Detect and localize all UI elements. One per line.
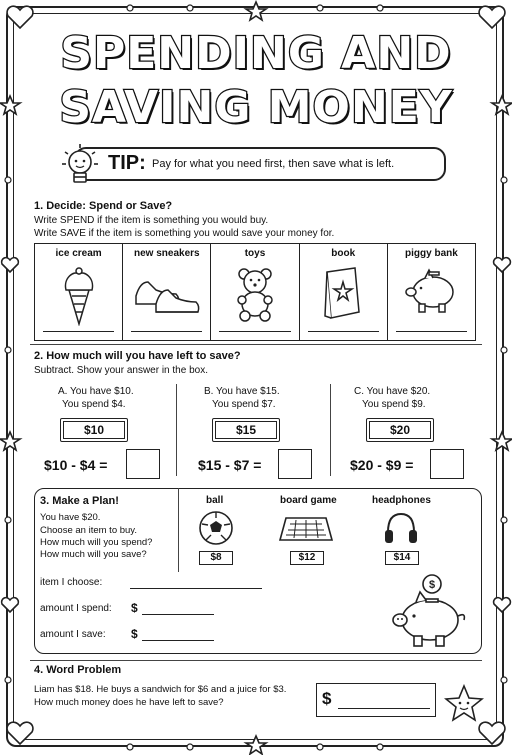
board-game-icon <box>278 514 334 544</box>
problem-c-spend: You spend $9. <box>362 399 426 410</box>
title-line-2: SAVING MONEY <box>59 82 453 133</box>
word-problem-line-1: Liam has $18. He buys a sandwich for $6 and a juice for $3. <box>34 684 287 695</box>
tip-text: Pay for what you need first, then save what is left. <box>152 158 395 170</box>
soccer-ball-icon <box>198 510 234 546</box>
word-problem-answer-line[interactable] <box>338 708 430 709</box>
heart-icon <box>494 258 511 272</box>
problem-a-equation: $10 - $4 = <box>44 457 108 473</box>
price-tag: $12 <box>290 551 324 565</box>
star-icon <box>0 432 20 450</box>
star-icon <box>246 2 266 20</box>
dollar-bill <box>366 418 434 442</box>
dollar-sign: $ <box>322 689 332 708</box>
dollar-sign: $ <box>131 601 138 615</box>
problem-c-have: C. You have $20. <box>354 386 431 397</box>
item-label: piggy bank <box>405 248 458 259</box>
dollar-bill <box>60 418 128 442</box>
problem-c-equation: $20 - $9 = <box>350 457 414 473</box>
section1-instruction-1: Write SPEND if the item is something you would buy. <box>34 215 269 226</box>
section2-instruction: Subtract. Show your answer in the box. <box>34 365 208 376</box>
section1-instruction-2: Write SAVE if the item is something you would save your money for. <box>34 228 335 239</box>
piggy-bank-icon <box>386 572 470 650</box>
section1-heading: 1. Decide: Spend or Save? <box>34 200 173 212</box>
star-icon <box>492 432 512 450</box>
shop-item-name: board game <box>280 495 337 506</box>
answer-line[interactable] <box>43 331 114 332</box>
book-icon <box>321 266 365 322</box>
column-separator <box>176 384 177 476</box>
problem-a-have: A. You have $10. <box>58 386 134 397</box>
problem-b-spend: You spend $7. <box>212 399 276 410</box>
headphones-icon <box>383 510 419 546</box>
section3-heading: 3. Make a Plan! <box>40 495 119 507</box>
lightbulb-icon <box>60 142 100 190</box>
problem-b-have: B. You have $15. <box>204 386 280 397</box>
heart-icon <box>2 598 19 612</box>
item-label: toys <box>244 248 266 259</box>
choose-label: item I choose: <box>40 577 103 588</box>
shop-item-name: ball <box>206 495 224 506</box>
table-cell <box>300 244 388 340</box>
heart-icon <box>479 722 505 744</box>
table-cell <box>388 244 475 340</box>
star-icon <box>246 736 266 754</box>
bill-amount: $20 <box>369 421 431 439</box>
answer-line[interactable] <box>219 331 290 332</box>
answer-line[interactable] <box>396 331 467 332</box>
section4-heading: 4. Word Problem <box>34 664 122 676</box>
save-label: amount I save: <box>40 629 106 640</box>
sneakers-icon <box>132 266 202 316</box>
answer-line[interactable] <box>308 331 379 332</box>
word-problem-answer-box[interactable] <box>316 683 436 717</box>
dollar-sign: $ <box>131 627 138 641</box>
section2-heading: 2. How much will you have left to save? <box>34 350 241 362</box>
heart-icon <box>7 722 33 744</box>
ice-cream-icon <box>59 266 99 326</box>
title-line-1: SPENDING AND <box>60 28 452 79</box>
problem-c-answer-box[interactable] <box>430 449 464 479</box>
bill-amount: $10 <box>63 421 125 439</box>
spend-answer-line[interactable] <box>142 614 214 615</box>
save-answer-line[interactable] <box>142 640 214 641</box>
table-cell <box>123 244 211 340</box>
tip-label: TIP: <box>108 152 146 174</box>
word-problem-line-2: How much money does he have left to save? <box>34 697 224 708</box>
answer-line[interactable] <box>131 331 202 332</box>
bill-amount: $15 <box>215 421 277 439</box>
item-label: new sneakers <box>134 248 200 259</box>
smiling-star-icon <box>444 684 484 724</box>
plan-line: You have $20. <box>40 512 101 523</box>
plan-line: Choose an item to buy. <box>40 525 137 536</box>
spend-label: amount I spend: <box>40 603 112 614</box>
heart-icon <box>494 598 511 612</box>
price-tag: $14 <box>385 551 419 565</box>
table-cell <box>35 244 123 340</box>
item-label: book <box>331 248 356 259</box>
plan-line: How much will you spend? <box>40 537 153 548</box>
column-separator <box>330 384 331 476</box>
problem-a-spend: You spend $4. <box>62 399 126 410</box>
table-cell <box>211 244 299 340</box>
heart-icon <box>7 6 33 28</box>
shop-item-name: headphones <box>372 495 431 506</box>
section-divider <box>30 660 482 661</box>
spend-save-table <box>34 243 476 341</box>
problem-b-equation: $15 - $7 = <box>198 457 262 473</box>
dollar-bill <box>212 418 280 442</box>
coin-symbol: $ <box>428 579 436 591</box>
plan-line: How much will you save? <box>40 549 147 560</box>
piggy-bank-icon <box>401 266 461 316</box>
heart-icon <box>479 6 505 28</box>
teddy-bear-icon <box>230 266 280 322</box>
section-divider <box>30 344 482 345</box>
item-label: ice cream <box>55 248 102 259</box>
problem-b-answer-box[interactable] <box>278 449 312 479</box>
heart-icon <box>2 258 19 272</box>
choose-answer-line[interactable] <box>130 588 262 589</box>
plan-separator <box>178 488 180 572</box>
price-tag: $8 <box>199 551 233 565</box>
problem-a-answer-box[interactable] <box>126 449 160 479</box>
